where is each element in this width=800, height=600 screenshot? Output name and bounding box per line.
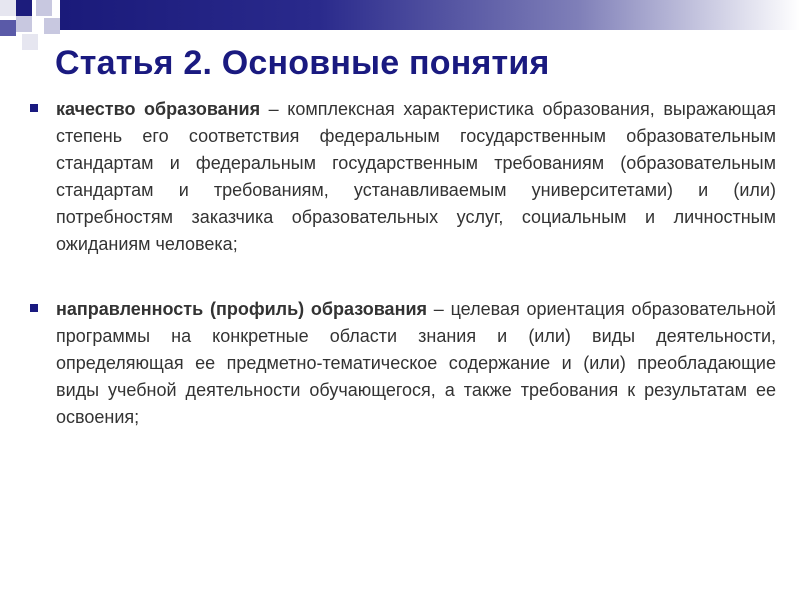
definition-body: – целевая ориентация образовательной программы на конкретные области знания и (или) виды деятельности, определяющая ее предметно-тематическое содержание и (или) преобладающие виды учебной деятельности обучающегося, а также требования к результатам ее освоения; — [56, 299, 776, 427]
decor-square — [0, 0, 16, 16]
decor-square — [36, 0, 52, 16]
square-bullet-icon — [30, 104, 38, 112]
definition-text — [56, 296, 776, 431]
definition-term: направленность (профиль) образования — [56, 299, 428, 319]
decor-square — [44, 18, 60, 34]
decor-square — [0, 20, 16, 36]
slide-title: Статья 2. Основные понятия — [55, 44, 550, 82]
header-gradient-bar — [60, 0, 800, 30]
decor-square — [16, 16, 32, 32]
list-item — [28, 96, 776, 258]
list-item — [28, 296, 776, 431]
definition-text — [56, 96, 776, 258]
decor-square — [16, 0, 32, 16]
definition-body: – комплексная характеристика образования, выражающая степень его соответствия федеральным государственным образовательным стандартам и федеральным государственным требованиям (образовательным стандартам и требованиям, устанавливаемым университетами) и (или) потребностям заказчика образовательных услуг, социальным и личностным ожиданиям человека; — [56, 99, 777, 254]
square-bullet-icon — [30, 304, 38, 312]
definitions-list — [28, 96, 776, 469]
definition-term: качество образования — [56, 99, 261, 119]
decor-square — [22, 34, 38, 50]
